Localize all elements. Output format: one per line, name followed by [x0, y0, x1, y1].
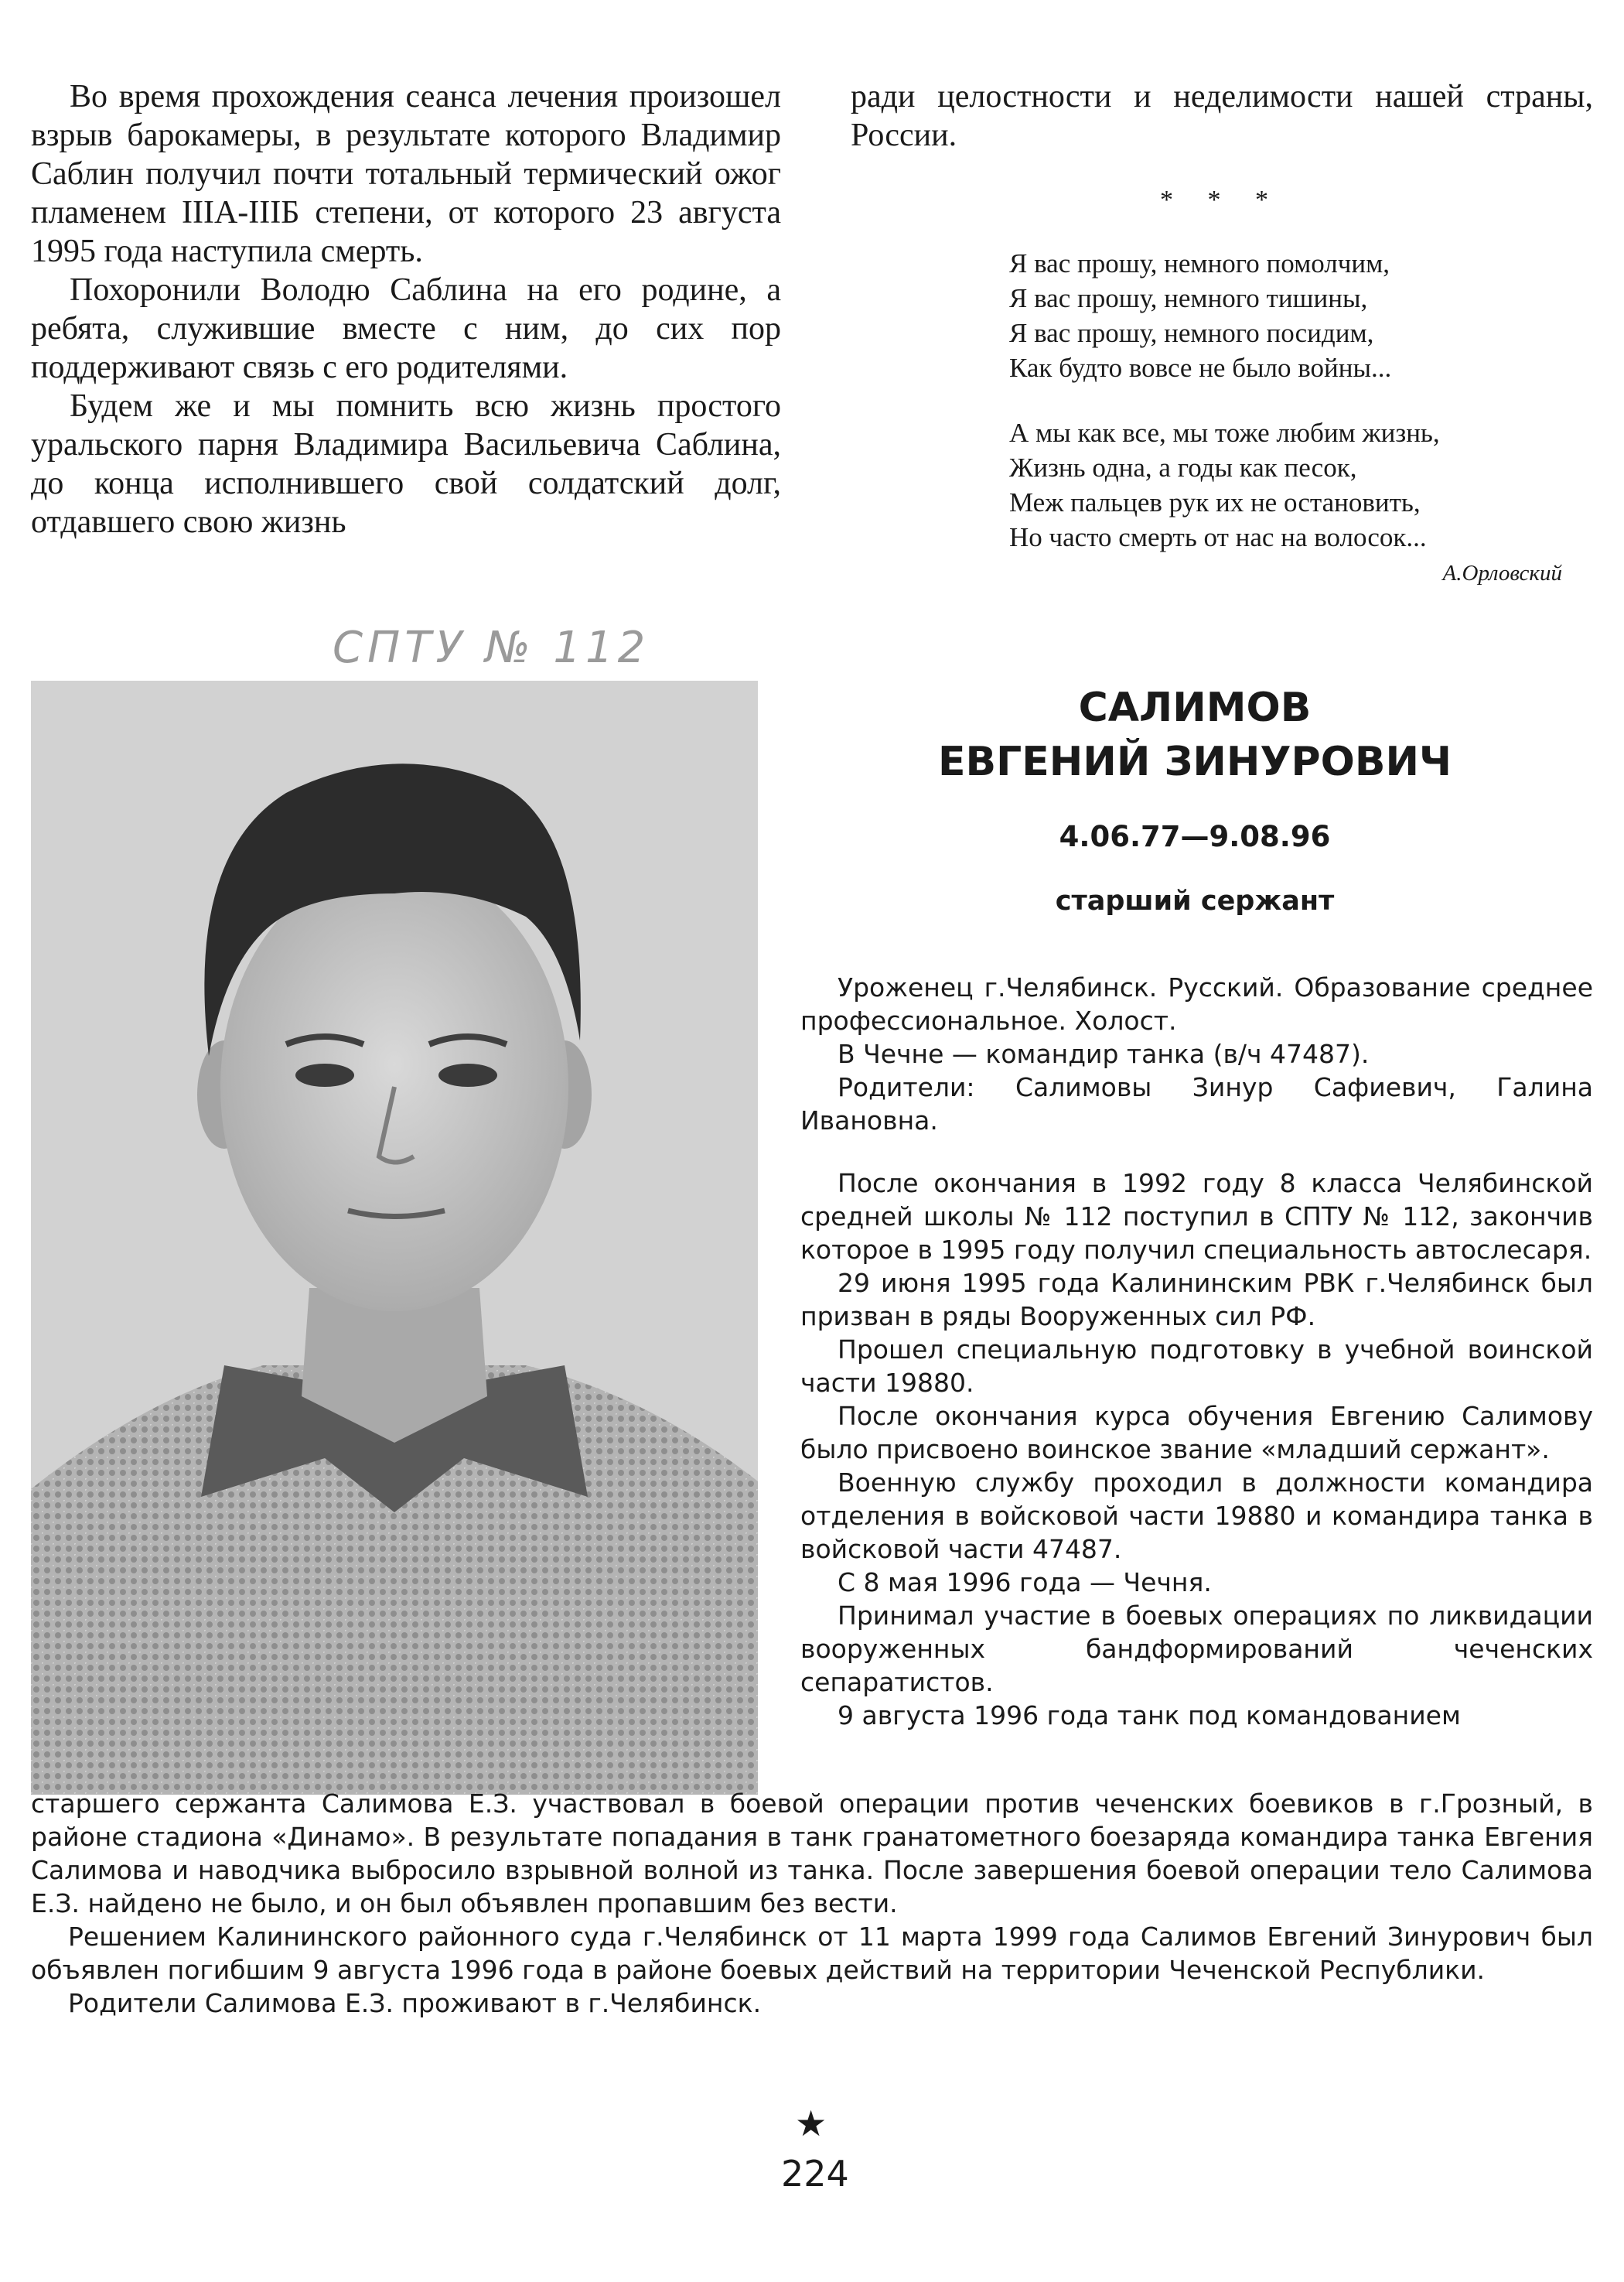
poem-line: Я вас прошу, немного тишины, [1009, 283, 1368, 313]
bio-paragraph: Уроженец г.Челябинск. Русский. Образование среднее профессиональное. Холост. [800, 972, 1593, 1036]
bio-paragraph: 29 июня 1995 года Калининским РВК г.Челябинск был призван в ряды Вооруженных сил РФ. [800, 1268, 1593, 1331]
bottom-paragraph: Решением Калининского районного суда г.Челябинск от 11 марта 1999 года Салимов Евгений Зинурович был объявлен погибшим 9 августа 1996 года в районе боевых действий на территории Чеченской Республики. [31, 1922, 1593, 1985]
bio-paragraph: Военную службу проходил в должности командира отделения в войсковой части 19880 и командира танка в войсковой части 47487. [800, 1467, 1593, 1564]
bottom-text [31, 1787, 1593, 2020]
heading-name: ЕВГЕНИЙ ЗИНУРОВИЧ [937, 739, 1452, 785]
right-continuation: ради целостности и неделимости нашей страны, России. [851, 79, 1593, 153]
page-number: 224 [781, 2153, 849, 2195]
bottom-paragraph: Родители Салимова Е.З. проживают в г.Челябинск. [68, 1988, 762, 2018]
bio-paragraph: В Чечне — командир танка (в/ч 47487). [838, 1039, 1370, 1069]
portrait-photo [31, 623, 758, 1795]
heading-surname: САЛИМОВ [1078, 685, 1312, 731]
poem-line: Как будто вовсе не было войны... [1009, 353, 1392, 383]
bio-paragraph: Родители: Салимовы Зинур Сафиевич, Галина Ивановна. [800, 1072, 1593, 1136]
left-paragraph: Похоронили Володю Саблина на его родине, а ребята, служившие вместе с ним, до сих пор поддерживают связь с его родителями. [31, 272, 781, 385]
poem-separator: * * * [1160, 186, 1282, 214]
poem-line: А мы как все, мы тоже любим жизнь, [1009, 418, 1440, 448]
poem-stanza-1 [1009, 246, 1391, 385]
biography [800, 971, 1593, 1732]
left-paragraph: Будем же и мы помнить всю жизнь простого уральского парня Владимира Васильевича Саблина, до конца исполнившего свой солдатский долг, отдавшего свою жизнь [31, 388, 781, 540]
poem-line: Жизнь одна, а годы как песок, [1009, 453, 1357, 483]
poem-author: А.Орловский [1442, 561, 1562, 586]
star-ornament: ★ [795, 2103, 827, 2144]
heading-dates: 4.06.77—9.08.96 [1059, 820, 1331, 853]
portrait-illustration [31, 623, 758, 1795]
poem-line: Я вас прошу, немного посидим, [1009, 318, 1374, 348]
handwritten-note: СПТУ № 112 [333, 623, 650, 673]
bottom-paragraph: старшего сержанта Салимова Е.З. участвовал в боевой операции против чеченских боевиков в г.Грозный, в районе стадиона «Динамо». В результате попадания в танк гранатометного боезаряда командира танка Евгения Салимова и наводчика выбросило взрывной волной из танка. После завершения боевой операции тело Салимова Е.З. найдено не было, и он был объявлен пропавшим без вести. [31, 1788, 1593, 1918]
poem-line: Меж пальцев рук их не остановить, [1009, 487, 1421, 518]
poem-stanza-2 [1009, 415, 1440, 555]
bio-paragraph: Принимал участие в боевых операциях по ликвидации вооруженных бандформирований чеченских сепаратистов. [800, 1600, 1593, 1697]
poem-line: Я вас прошу, немного помолчим, [1009, 248, 1390, 278]
bio-paragraph: После окончания курса обучения Евгению Салимову было присвоено воинское звание «младший сержант». [800, 1401, 1593, 1464]
bio-paragraph: После окончания в 1992 году 8 класса Челябинской средней школы № 112 поступил в СПТУ № 112, закончив которое в 1995 году получил специальность автослесаря. [800, 1168, 1593, 1265]
bio-paragraph: Прошел специальную подготовку в учебной воинской части 19880. [800, 1334, 1593, 1398]
left-paragraph: Во время прохождения сеанса лечения произошел взрыв барокамеры, в результате которого Владимир Саблин получил почти тотальный термический ожог пламенем IIIА-IIIБ степени, от которого 23 августа 1995 года наступила смерть. [31, 79, 781, 269]
poem-line: Но часто смерть от нас на волосок... [1009, 522, 1427, 552]
heading-rank: старший сержант [1055, 886, 1335, 917]
bio-paragraph: С 8 мая 1996 года — Чечня. [838, 1567, 1212, 1597]
left-column [31, 77, 781, 541]
bio-paragraph: 9 августа 1996 года танк под командованием [838, 1700, 1461, 1730]
